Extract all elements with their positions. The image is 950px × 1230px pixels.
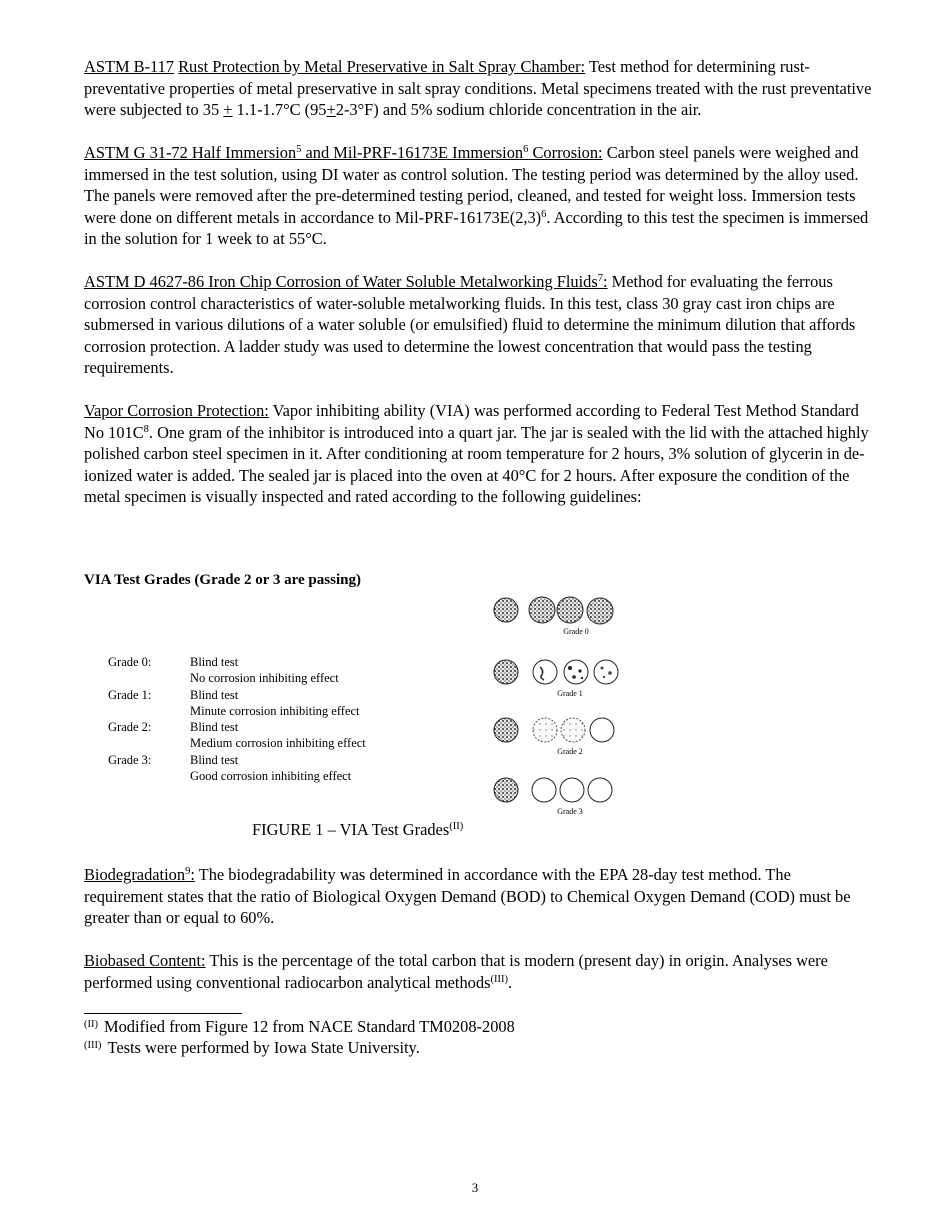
page-content	[84, 56, 874, 1057]
footnote-item	[84, 1016, 515, 1037]
grade-2-dishes	[490, 716, 630, 756]
grade-key: Grade 1:	[108, 687, 152, 702]
corroded-dish	[557, 597, 583, 623]
footnote-ref-8: 8	[143, 423, 149, 435]
spot	[581, 677, 583, 679]
footnote-mark: (III)	[84, 1040, 102, 1051]
footnote-ref-iii: (III)	[490, 973, 508, 985]
grade-key-blank	[108, 735, 190, 751]
footnote-text: Modified from Figure 12 from NACE Standard TM0208-2008	[104, 1017, 515, 1036]
corroded-dish	[494, 718, 518, 742]
astm-g31-paragraph	[84, 142, 874, 250]
vapor-body-2: . One gram of the inhibitor is introduced into a quart jar. The jar is sealed with the lid with the attached highly polished carbon steel specimen in it. After conditioning at room temperature for 2 hours, 3% solution of glycerin in de-ionized water is added. The sealed jar is placed into the oven at 40°C for 2 hours. After exposure the condition of the metal specimen is visually inspected and rated according to the following guidelines:	[84, 422, 869, 506]
clean-dish	[560, 778, 584, 802]
grade-key: Grade 2:	[108, 720, 152, 735]
page-number: 3	[471, 1180, 479, 1195]
astm-b117-id: ASTM B-117	[84, 57, 175, 76]
spot	[572, 675, 576, 679]
grade-line: Good corrosion inhibiting effect	[190, 769, 352, 784]
astm-g31-heading	[84, 143, 603, 162]
corroded-dish	[494, 778, 518, 802]
astm-d4627-heading	[84, 272, 608, 291]
grade-line: Blind test	[190, 687, 239, 702]
footnote-mark: (II)	[84, 1019, 98, 1030]
spot	[568, 666, 572, 670]
astm-g31-heading-3: Corrosion:	[528, 143, 603, 162]
grade-3-dishes	[490, 776, 630, 816]
figure-caption-text: FIGURE 1 – VIA Test Grades	[252, 820, 450, 839]
astm-g31-heading-2: and Mil-PRF-16173E Immersion	[301, 143, 524, 162]
astm-d4627-heading-1: ASTM D 4627-86 Iron Chip Corrosion of Water Soluble Metalworking Fluids	[84, 272, 598, 291]
grade-line: Blind test	[190, 720, 239, 735]
astm-d4627-paragraph	[84, 271, 874, 379]
grade-row	[108, 703, 430, 719]
footnote-divider	[84, 1013, 242, 1014]
figure-caption-ref: (II)	[449, 821, 464, 832]
clean-dish	[532, 778, 556, 802]
faint-dish	[561, 718, 585, 742]
astm-b117-title: Rust Protection by Metal Preservative in Salt Spray Chamber:	[178, 57, 586, 76]
grade-line: Blind test	[190, 752, 239, 767]
footnote-item	[84, 1037, 515, 1058]
corroded-dish	[529, 597, 555, 623]
biodeg-heading-text: Biodegradation	[84, 865, 186, 884]
grade-row	[108, 719, 430, 735]
dish-caption: Grade 2	[557, 747, 583, 756]
spot	[608, 671, 612, 675]
clean-dish	[588, 778, 612, 802]
footnote-text: Tests were performed by Iowa State University.	[107, 1038, 420, 1057]
biodeg-body: The biodegradability was determined in accordance with the EPA 28-day test method. The requirement states that the ratio of Biological Oxygen Demand (BOD) to Chemical Oxygen Demand (COD) must be greater than or equal to 60%.	[84, 865, 851, 927]
dish-row-grade-2	[490, 716, 630, 746]
vapor-body: Vapor inhibiting ability (VIA) was performed according to Federal Test Method Standard No 101C	[84, 401, 859, 442]
corroded-dish	[494, 660, 518, 684]
grade-table	[108, 654, 430, 784]
grade-row	[108, 654, 430, 670]
footnotes	[84, 1016, 515, 1058]
astm-b117-paragraph	[84, 56, 874, 121]
faint-dish	[533, 718, 557, 742]
biobased-paragraph	[84, 950, 874, 993]
astm-g31-heading-1: ASTM G 31-72 Half Immersion	[84, 143, 297, 162]
grade-row	[108, 670, 430, 686]
footnote-ref-6: 6	[523, 144, 529, 155]
spot	[578, 669, 581, 672]
vapor-heading: Vapor Corrosion Protection:	[84, 401, 269, 420]
grade-key: Grade 3:	[108, 752, 152, 767]
grade-key-blank	[108, 670, 190, 686]
astm-b117-body-2: 1.1-1.7°C (95	[232, 100, 327, 119]
spotted-dish	[594, 660, 618, 684]
lightly-spotted-dish	[533, 660, 557, 684]
figure-caption	[252, 820, 463, 840]
dish-caption: Grade 0	[563, 627, 589, 636]
footnote-ref-6b: 6	[541, 208, 547, 220]
grade-key-blank	[108, 768, 190, 784]
spot	[603, 676, 605, 678]
clean-dish	[590, 718, 614, 742]
grade-key-blank	[108, 703, 190, 719]
grade-0-dishes	[490, 596, 630, 636]
biodeg-heading	[84, 865, 195, 884]
corroded-dish	[494, 598, 518, 622]
dish-row-grade-3	[490, 776, 630, 806]
astm-d4627-body: Method for evaluating the ferrous corrosion control characteristics of water-soluble metalworking fluids. In this test, class 30 gray cast iron chips are submersed in various dilutions of a water soluble (or emulsified) fluid to determine the minimum dilution that affords corrosion protection. A ladder study was used to determine the lowest concentration that would pass the testing requirements.	[84, 272, 856, 377]
dish-row-grade-0	[490, 596, 630, 626]
via-figure	[84, 596, 874, 836]
dish-caption: Grade 1	[557, 689, 583, 698]
astm-b117-body-3: 2-3°F) and 5% sodium chloride concentration in the air.	[335, 100, 702, 119]
astm-g31-body-2: . According to this test the specimen is immersed in the solution for 1 week to at 55°C.	[84, 207, 869, 248]
spotted-dish	[564, 660, 588, 684]
astm-b117-body: Test method for determining rust-preventative properties of metal preservative in salt spray conditions. Metal specimens treated with the rust preventative were subjected to 35	[84, 57, 872, 119]
grade-line: No corrosion inhibiting effect	[190, 671, 339, 686]
footnote-ref-9: 9	[185, 866, 191, 877]
biobased-heading: Biobased Content:	[84, 951, 206, 970]
grade-1-dishes	[490, 658, 630, 698]
corroded-dish	[587, 598, 613, 624]
vapor-paragraph	[84, 400, 874, 508]
grade-row	[108, 735, 430, 751]
footnote-ref-5: 5	[296, 144, 302, 155]
biobased-body: This is the percentage of the total carbon that is modern (present day) in origin. Analyses were performed using conventional radiocarbon analytical methods	[84, 951, 828, 992]
biobased-tail: .	[507, 972, 513, 992]
grade-line: Minute corrosion inhibiting effect	[190, 703, 360, 718]
spot	[601, 667, 604, 670]
grade-row	[108, 768, 430, 784]
plus-minus-sign-2: +	[326, 100, 336, 119]
grade-key: Grade 0:	[108, 655, 152, 669]
grade-row	[108, 752, 430, 768]
dish-caption: Grade 3	[557, 807, 583, 816]
dish-row-grade-1	[490, 658, 630, 688]
grade-line: Medium corrosion inhibiting effect	[190, 736, 366, 751]
biodeg-heading-colon: :	[190, 865, 195, 884]
astm-g31-body: Carbon steel panels were weighed and immersed in the test solution, using DI water as control solution. The testing period was determined by the alloy used. The panels were removed after the pre-determined testing period, cleaned, and tested for weight loss. Immersion tests were done on different metals in accordance to Mil-PRF-16173E(2,3)	[84, 143, 859, 227]
grade-line: Blind test	[190, 655, 239, 669]
via-heading: VIA Test Grades (Grade 2 or 3 are passing)	[84, 572, 361, 588]
astm-d4627-heading-2: :	[603, 272, 608, 291]
biodegradation-paragraph	[84, 864, 874, 929]
footnote-ref-7: 7	[597, 273, 603, 284]
grade-row	[108, 687, 430, 703]
plus-minus-sign: +	[223, 100, 233, 119]
